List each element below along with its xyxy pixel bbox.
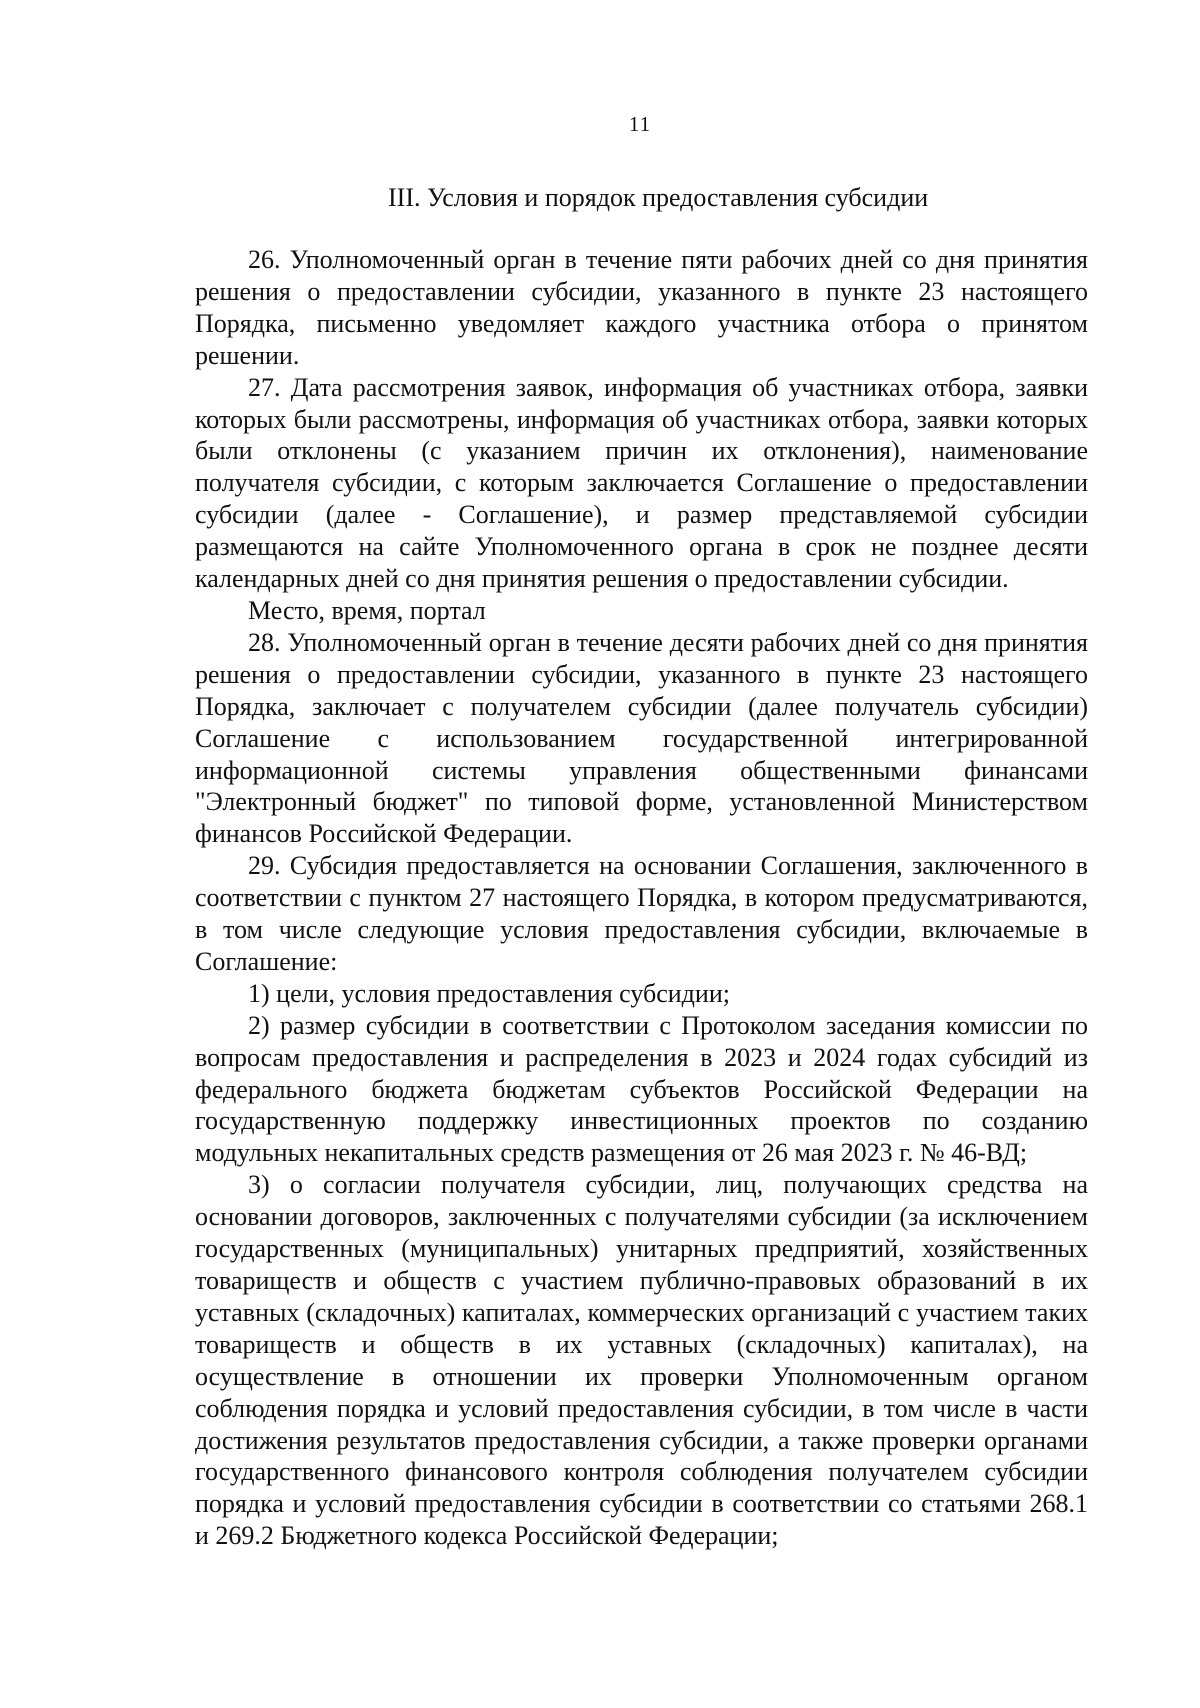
page-number: 11	[628, 112, 652, 136]
paragraph-29: 29. Субсидия предоставляется на основании Соглашения, заключенного в соответствии с пунктом 27 настоящего Порядка, в котором предусматриваются, в том числе следующие условия предоставления субсидии, включаемые в Соглашение:	[195, 851, 1088, 976]
section-title: III. Условия и порядок предоставления субсидии	[388, 183, 929, 212]
list-item-1: 1) цели, условия предоставления субсидии;	[248, 978, 730, 1008]
paragraph-28: 28. Уполномоченный орган в течение десяти рабочих дней со дня принятия решения о предоставлении субсидии, указанного в пункте 23 настоящего Порядка, заключает с получателем субсидии (далее получатель субсидии) Соглашение с использованием государственной интегрированной информационной системы управления общественными финансами "Электронный бюджет" по типовой форме, установленной Министерством финансов Российской Федерации.	[195, 627, 1088, 849]
paragraph-26: 26. Уполномоченный орган в течение пяти рабочих дней со дня принятия решения о предоставлении субсидии, указанного в пункте 23 настоящего Порядка, письменно уведомляет каждого участника отбора о принятом решении.	[195, 245, 1088, 370]
paragraph-27: 27. Дата рассмотрения заявок, информация об участниках отбора, заявки которых были рассмотрены, информация об участниках отбора, заявки которых были отклонены (с указанием причин их отклонения), наименование получателя субсидии, с которым заключается Соглашение о предоставлении субсидии (далее - Соглашение), и размер представляемой субсидии размещаются на сайте Уполномоченного органа в срок не позднее десяти календарных дней со дня принятия решения о предоставлении субсидии.	[195, 372, 1088, 594]
list-item-2: 2) размер субсидии в соответствии с Протоколом заседания комиссии по вопросам предоставления и распределения в 2023 и 2024 годах субсидий из федерального бюджета бюджетам субъектов Российской Федерации на государственную поддержку инвестиционных проектов по созданию модульных некапитальных средств размещения от 26 мая 2023 г. № 46-ВД;	[195, 1010, 1088, 1168]
paragraph-note: Место, время, портал	[248, 595, 486, 625]
document-body	[195, 244, 1088, 1552]
list-item-3: 3) о согласии получателя субсидии, лиц, получающих средства на основании договоров, заключенных с получателями субсидии (за исключением государственных (муниципальных) унитарных предприятий, хозяйственных товариществ и обществ с участием публично-правовых образований в их уставных (складочных) капиталах, коммерческих организаций с участием таких товариществ и обществ в их уставных (складочных) капиталах), на осуществление в отношении их проверки Уполномоченным органом соблюдения порядка и условий предоставления субсидии, в том числе в части достижения результатов предоставления субсидии, а также проверки органами государственного финансового контроля соблюдения получателем субсидии порядка и условий предоставления субсидии в соответствии со статьями 268.1 и 269.2 Бюджетного кодекса Российской Федерации;	[195, 1170, 1088, 1551]
